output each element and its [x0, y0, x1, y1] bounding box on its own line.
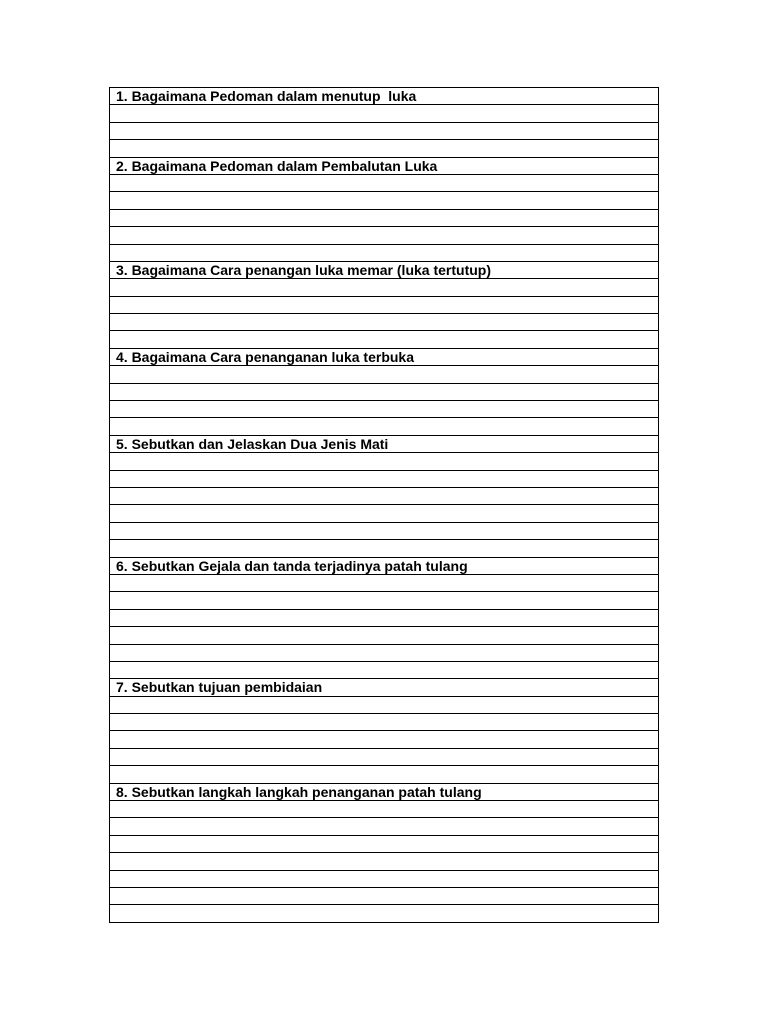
answer-line-q6-3[interactable] [110, 610, 658, 627]
answer-line-q5-1[interactable] [110, 453, 658, 470]
question-1: 1. Bagaimana Pedoman dalam menutup luka [110, 88, 658, 105]
answer-line-q3-4[interactable] [110, 331, 658, 348]
answer-line-q3-2[interactable] [110, 297, 658, 314]
answer-line-q7-5[interactable] [110, 766, 658, 783]
answer-line-q8-3[interactable] [110, 836, 658, 853]
answer-line-q8-7[interactable] [110, 905, 658, 922]
question-5: 5. Sebutkan dan Jelaskan Dua Jenis Mati [110, 436, 658, 453]
worksheet-table [109, 87, 659, 923]
answer-line-q6-2[interactable] [110, 592, 658, 609]
answer-line-q8-5[interactable] [110, 871, 658, 888]
answer-line-q2-1[interactable] [110, 175, 658, 192]
answer-line-q6-6[interactable] [110, 662, 658, 679]
answer-line-q6-4[interactable] [110, 627, 658, 644]
answer-line-q1-3[interactable] [110, 140, 658, 157]
answer-line-q5-4[interactable] [110, 505, 658, 522]
answer-line-q5-6[interactable] [110, 540, 658, 557]
answer-line-q7-3[interactable] [110, 731, 658, 748]
answer-line-q8-1[interactable] [110, 801, 658, 818]
answer-line-q7-4[interactable] [110, 749, 658, 766]
answer-line-q7-2[interactable] [110, 714, 658, 731]
question-8: 8. Sebutkan langkah langkah penanganan patah tulang [110, 784, 658, 801]
answer-line-q7-1[interactable] [110, 697, 658, 714]
answer-line-q6-5[interactable] [110, 645, 658, 662]
question-2: 2. Bagaimana Pedoman dalam Pembalutan Luka [110, 158, 658, 175]
answer-line-q8-6[interactable] [110, 888, 658, 905]
answer-line-q4-4[interactable] [110, 418, 658, 435]
answer-line-q1-2[interactable] [110, 123, 658, 140]
answer-line-q4-2[interactable] [110, 384, 658, 401]
answer-line-q1-1[interactable] [110, 105, 658, 122]
question-6: 6. Sebutkan Gejala dan tanda terjadinya patah tulang [110, 558, 658, 575]
answer-line-q4-1[interactable] [110, 366, 658, 383]
question-4: 4. Bagaimana Cara penanganan luka terbuka [110, 349, 658, 366]
answer-line-q5-2[interactable] [110, 471, 658, 488]
answer-line-q8-2[interactable] [110, 818, 658, 835]
question-3: 3. Bagaimana Cara penangan luka memar (luka tertutup) [110, 262, 658, 279]
answer-line-q2-4[interactable] [110, 227, 658, 244]
answer-line-q5-5[interactable] [110, 523, 658, 540]
answer-line-q5-3[interactable] [110, 488, 658, 505]
answer-line-q3-3[interactable] [110, 314, 658, 331]
answer-line-q4-3[interactable] [110, 401, 658, 418]
answer-line-q6-1[interactable] [110, 575, 658, 592]
answer-line-q8-4[interactable] [110, 853, 658, 870]
answer-line-q2-3[interactable] [110, 210, 658, 227]
answer-line-q2-5[interactable] [110, 245, 658, 262]
answer-line-q2-2[interactable] [110, 192, 658, 209]
question-7: 7. Sebutkan tujuan pembidaian [110, 679, 658, 696]
answer-line-q3-1[interactable] [110, 279, 658, 296]
